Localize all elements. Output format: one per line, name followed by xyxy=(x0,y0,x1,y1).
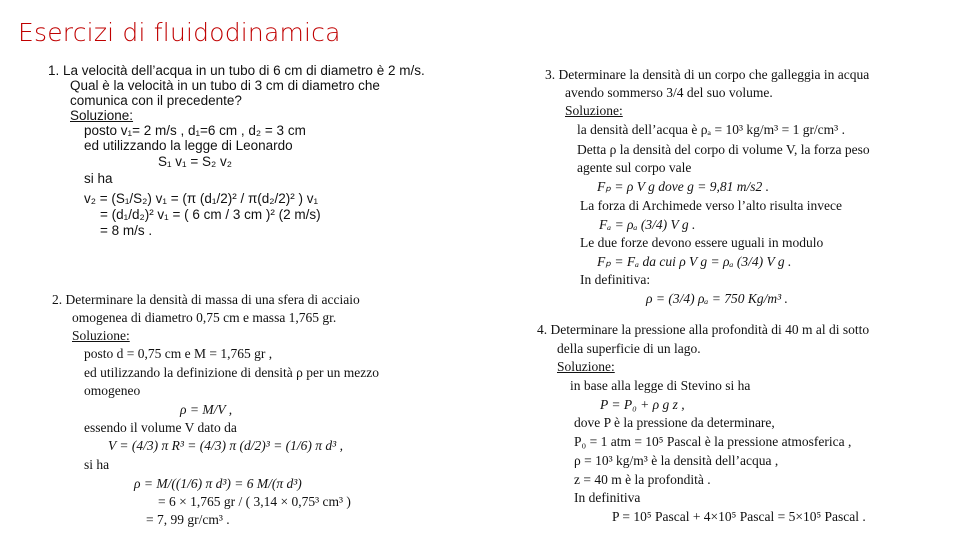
exercise-2-formula: V = (4/3) π R³ = (4/3) π (d/2)³ = (1/6) π d³ , xyxy=(108,438,343,453)
exercise-2-formula: ρ = M/V , xyxy=(180,402,233,417)
exercise-3-question-line: avendo sommerso 3/4 del suo volume. xyxy=(565,85,773,100)
exercise-3-solution-line: La forza di Archimede verso l’alto risulta invece xyxy=(580,198,843,213)
exercise-3-solution-line: la densità dell’acqua è ρₐ = 10³ kg/m³ = 1 gr/cm³ . xyxy=(577,122,845,137)
exercise-3-solution-line: agente sul corpo vale xyxy=(577,160,692,175)
exercise-2-formula: ρ = M/((1/6) π d³) = 6 M/(π d³) xyxy=(134,476,302,491)
exercise-2-result: = 7, 99 gr/cm³ . xyxy=(146,512,230,527)
exercise-3-solution-line: Detta ρ la densità del corpo di volume V, la forza peso xyxy=(577,142,870,157)
exercise-1-solution-line: posto v₁= 2 m/s , d₁=6 cm , d₂ = 3 cm xyxy=(84,123,306,138)
exercise-3-question: 3. Determinare la densità di un corpo che galleggia in acqua xyxy=(545,67,870,82)
exercise-4-solution-line: dove P è la pressione da determinare, xyxy=(574,415,775,430)
exercise-4-question: 4. Determinare la pressione alla profondità di 40 m al di sotto xyxy=(537,322,870,337)
exercise-3-solution-heading: Soluzione: xyxy=(565,103,623,118)
exercise-3-solution-line: In definitiva: xyxy=(580,272,651,287)
exercise-4-result: P = 10⁵ Pascal + 4×10⁵ Pascal = 5×10⁵ Pascal . xyxy=(612,509,866,524)
exercise-2-solution-line: essendo il volume V dato da xyxy=(84,420,237,435)
exercise-4-solution-line: In definitiva xyxy=(574,490,641,505)
exercise-3-result: ρ = (3/4) ρₐ = 750 Kg/m³ . xyxy=(646,291,788,306)
exercise-4-solution-heading: Soluzione: xyxy=(557,359,615,374)
exercise-1-question-line: comunica con il precedente? xyxy=(70,93,242,108)
exercise-2-solution-line: ed utilizzando la definizione di densità ρ per un mezzo xyxy=(84,365,380,380)
exercise-3-formula: Fₐ = ρₐ (3/4) V g . xyxy=(599,217,696,232)
exercise-1-formula: S₁ v₁ = S₂ v₂ xyxy=(158,154,232,169)
exercise-3-formula: Fₚ = Fₐ da cui ρ V g = ρₐ (3/4) V g . xyxy=(597,254,792,269)
exercise-1-solution-line: si ha xyxy=(84,171,113,186)
exercise-1-question: 1. La velocità dell’acqua in un tubo di 6 cm di diametro è 2 m/s. xyxy=(48,63,425,78)
exercise-3-formula: Fₚ = ρ V g dove g = 9,81 m/s2 . xyxy=(597,179,769,194)
exercise-4-solution-line: ρ = 10³ kg/m³ è la densità dell’acqua , xyxy=(574,453,779,468)
exercise-2-solution-line: posto d = 0,75 cm e M = 1,765 gr , xyxy=(84,346,273,361)
exercise-4-solution-line: z = 40 m è la profondità . xyxy=(574,472,711,487)
exercise-2-question-line: omogenea di diametro 0,75 cm e massa 1,765 gr. xyxy=(72,310,337,325)
exercise-1-solution-heading: Soluzione: xyxy=(70,108,134,123)
exercise-2-solution-line: omogeneo xyxy=(84,383,141,398)
exercise-2-solution-heading: Soluzione: xyxy=(72,328,130,343)
exercise-1-formula: = (d₁/d₂)² v₁ = ( 6 cm / 3 cm )² (2 m/s) xyxy=(100,207,321,222)
exercise-2-question: 2. Determinare la densità di massa di una sfera di acciaio xyxy=(52,292,360,307)
exercise-1-solution-line: ed utilizzando la legge di Leonardo xyxy=(84,138,293,153)
exercise-4-solution-line: in base alla legge di Stevino si ha xyxy=(570,378,751,393)
exercise-2-formula: = 6 × 1,765 gr / ( 3,14 × 0,75³ cm³ ) xyxy=(158,494,351,509)
exercise-1-result: = 8 m/s . xyxy=(100,223,153,238)
slide-title: Esercizi di fluidodinamica xyxy=(18,18,341,47)
exercise-4-solution-line: P₀ = 1 atm = 10⁵ Pascal è la pressione atmosferica , xyxy=(574,434,852,449)
exercise-1-question-line: Qual è la velocità in un tubo di 3 cm di diametro che xyxy=(70,78,380,93)
exercise-3-solution-line: Le due forze devono essere uguali in modulo xyxy=(580,235,824,250)
exercise-4-formula: P = P₀ + ρ g z , xyxy=(600,397,685,412)
exercise-2-solution-line: si ha xyxy=(84,457,110,472)
exercise-1-formula: v₂ = (S₁/S₂) v₁ = (π (d₁/2)² / π(d₂/2)² ) v₁ xyxy=(84,191,319,206)
exercise-4-question-line: della superficie di un lago. xyxy=(557,341,701,356)
